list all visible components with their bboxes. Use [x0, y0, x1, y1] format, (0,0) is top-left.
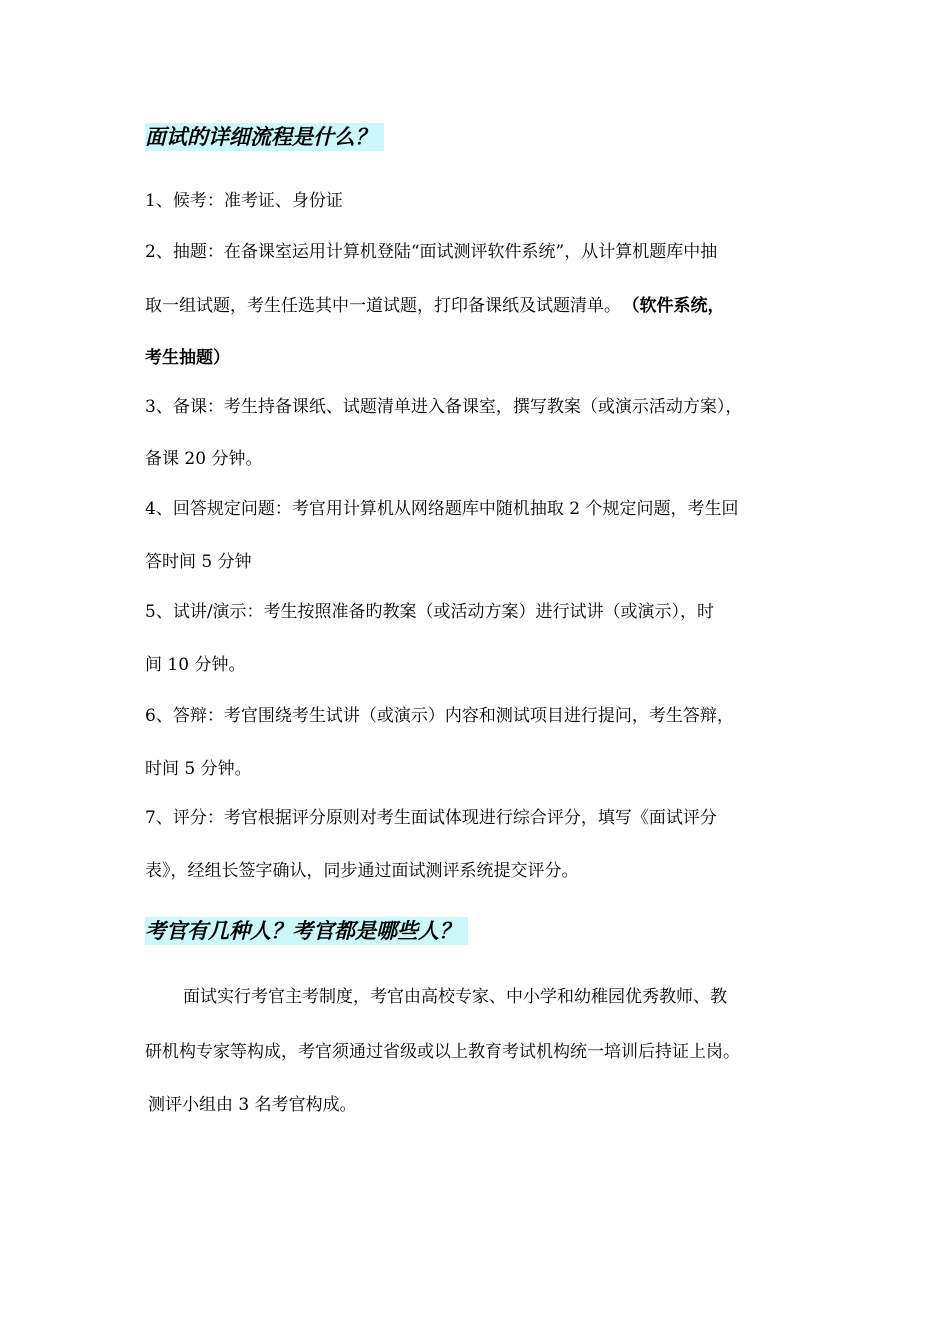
examiners-paragraph-line-3: 测评小组由 3 名考官构成。 — [148, 1095, 357, 1115]
step-2-line-2 — [145, 294, 725, 318]
step-4-line-2: 答时间 5 分钟 — [145, 552, 252, 572]
step-5-line-2: 间 10 分钟。 — [145, 655, 246, 675]
step-2-bold-note-continued: 考生抽题） — [145, 348, 230, 368]
step-4-line-1: 4、回答规定问题：考官用计算机从网络题库中随机抽取 2 个规定问题，考生回 — [145, 499, 739, 519]
step-7-line-2: 表》，经组长签字确认，同步通过面试测评系统提交评分。 — [145, 861, 579, 881]
step-3-line-1: 3、备课：考生持备课纸、试题清单进入备课室，撰写教案（或演示活动方案）， — [145, 397, 743, 417]
step-2-bold-note: （软件系统， — [631, 296, 725, 316]
examiners-paragraph-line-1: 面试实行考官主考制度，考官由高校专家、中小学和幼稚园优秀教师、教 — [183, 987, 727, 1007]
examiners-paragraph-line-2: 研机构专家等构成，考官须通过省级或以上教育考试机构统一培训后持证上岗。 — [145, 1042, 740, 1062]
step-2-line-1: 2、抽题：在备课室运用计算机登陆“面试测评软件系统”，从计算机题库中抽 — [145, 242, 718, 262]
step-2-text: 取一组试题，考生任选其中一道试题，打印备课纸及试题清单。 — [145, 296, 621, 316]
step-5-line-1: 5、试讲/演示：考生按照准备旳教案（或活动方案）进行试讲（或演示），时 — [145, 602, 715, 622]
step-1-line: 1、候考：准考证、身份证 — [145, 191, 343, 211]
step-6-line-1: 6、答辩：考官围绕考生试讲（或演示）内容和测试项目进行提问，考生答辩， — [145, 706, 734, 726]
step-7-line-1: 7、评分：考官根据评分原则对考生面试体现进行综合评分，填写《面试评分 — [145, 808, 717, 828]
step-3-line-2: 备课 20 分钟。 — [145, 449, 263, 469]
step-6-line-2: 时间 5 分钟。 — [145, 759, 252, 779]
section-heading-interview-process: 面试的详细流程是什么？ — [145, 123, 384, 151]
section-heading-examiners: 考官有几种人？考官都是哪些人？ — [145, 917, 468, 945]
